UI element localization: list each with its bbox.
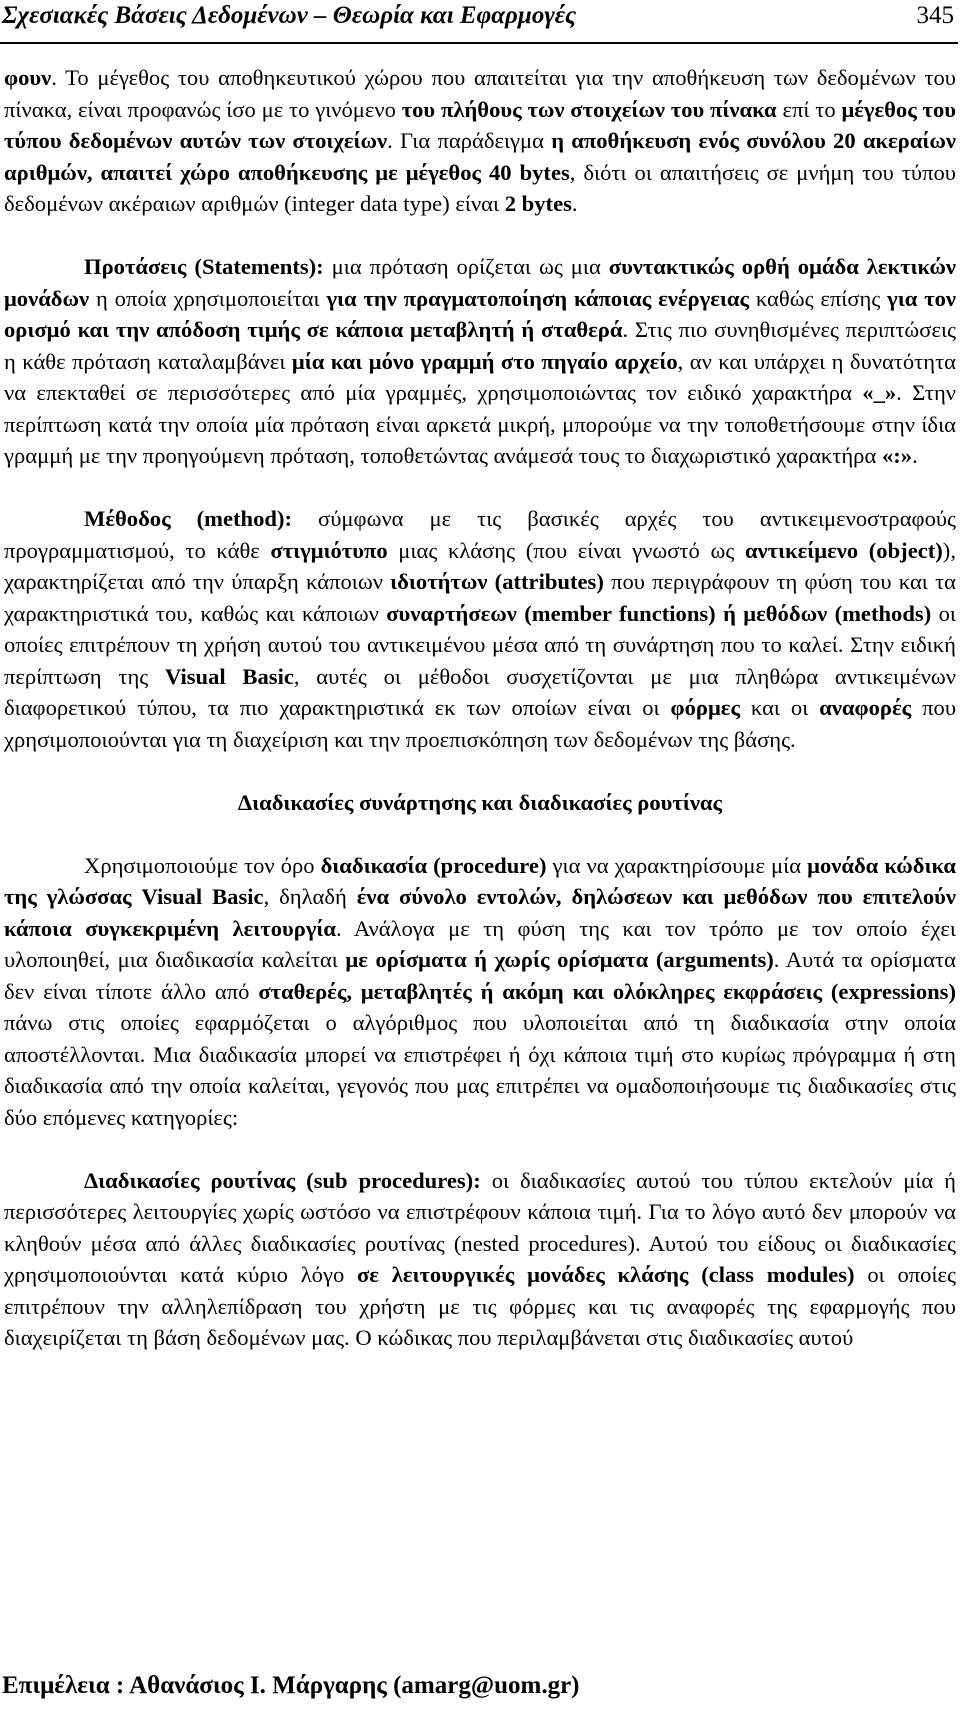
- paragraph-procedure: Χρησιμοποιούμε τον όρο διαδικασία (procedure) για να χαρακτηρίσουμε μία μονάδα κώδικα της γλώσσας Visual Basic, δηλαδή ένα σύνολο εντολών, δηλώσεων και μεθόδων που επιτελούν κάποια συγκεκριμένη λειτουργία. Ανάλογα με τη φύση της και τον τρόπο με τον οποίο έχει υλοποιηθεί, μια διαδικασία καλείται με ορίσματα ή χωρίς ορίσματα (arguments). Αυτά τα ορίσματα δεν είναι τίποτε άλλο από σταθερές, μεταβλητές ή ακόμη και ολόκληρες εκφράσεις (expressions) πάνω στις οποίες εφαρμόζεται ο αλγόριθμος που υλοποιείται από τη διαδικασία στην οποία αποστέλλονται. Μια διαδικασία μπορεί να επιστρέφει ή όχι κάποια τιμή στο κυρίως πρόγραμμα ή στη διαδικασία από την οποία καλείται, γεγονός που μας επιτρέπει να ομαδοποιήσουμε τις διαδικασίες στις δύο επόμενες κατηγορίες:: [4, 852, 956, 1130]
- paragraph-statements: Προτάσεις (Statements): μια πρόταση ορίζεται ως μια συντακτικώς ορθή ομάδα λεκτικών μονάδων η οποία χρησιμοποιείται για την πραγματοποίηση κάποιας ενέργειας καθώς επίσης για τον ορισμό και την απόδοση τιμής σε κάποια μεταβλητή ή σταθερά. Στις πιο συνηθισμένες περιπτώσεις η κάθε πρόταση καταλαμβάνει μία και μόνο γραμμή στο πηγαίο αρχείο, αν και υπάρχει η δυνατότητα να επεκταθεί σε περισσότερες από μία γραμμές, χρησιμοποιώντας τον ειδικό χαρακτήρα «_». Στην περίπτωση κατά την οποία μία πρόταση είναι αρκετά μικρή, μπορούμε να την τοποθετήσουμε στην ίδια γραμμή με την προηγούμενη πρόταση, τοποθετώντας ανάμεσά τους το διαχωριστικό χαρακτήρα «:».: [4, 254, 957, 468]
- body-text: [4, 62, 956, 1354]
- paragraph-method: Μέθοδος (method): σύμφωνα με τις βασικές αρχές του αντικειμενοστραφούς προγραμματισμού, το κάθε στιγμιότυπο μιας κλάσης (που είναι γνωστό ως αντικείμενο (object)), χαρακτηρίζεται από την ύπαρξη κάποιων ιδιοτήτων (attributes) που περιγράφουν τη φύση του και τα χαρακτηριστικά του, καθώς και κάποιων συναρτήσεων (member functions) ή μεθόδων (methods) οι οποίες επιτρέπουν τη χρήση αυτού του αντικειμένου μέσα από τη συνάρτηση που το καλεί. Στην ειδική περίπτωση της Visual Basic, αυτές οι μέθοδοι συσχετίζονται με μια πληθώρα αντικειμένων διαφορετικού τύπου, τα πιο χαρακτηριστικά εκ των οποίων είναι οι φόρμες και οι αναφορές που χρησιμοποιούνται για τη διαχείριση και την προεπισκόπηση των δεδομένων της βάσης.: [4, 506, 956, 752]
- page-footer: Επιμέλεια : Αθανάσιος Ι. Μάργαρης (amarg@uom.gr): [2, 1672, 580, 1699]
- page-number: 345: [916, 2, 954, 29]
- running-title: Σχεσιακές Βάσεις Δεδομένων – Θεωρία και Εφαρμογές: [2, 2, 577, 29]
- paragraph-sub-procedures: Διαδικασίες ρουτίνας (sub procedures): οι διαδικασίες αυτού του τύπου εκτελούν μία ή περισσότερες λειτουργίες χωρίς ωστόσο να επιστρέφουν κάποια τιμή. Για το λόγο αυτό δεν μπορούν να κληθούν μέσα από άλλες διαδικασίες ρουτίνας (nested procedures). Αυτού του είδους οι διαδικασίες χρησιμοποιούνται κατά κύριο λόγο σε λειτουργικές μονάδες κλάσης (class modules) οι οποίες επιτρέπουν την αλληλεπίδραση του χρήστη με τις φόρμες και τις αναφορές της εφαρμογής που διαχειρίζεται τη βάση δεδομένων μας. Ο κώδικας που περιλαμβάνεται στις διαδικασίες αυτού: [4, 1167, 956, 1350]
- paragraph-storage: φουν. Το μέγεθος του αποθηκευτικού χώρου που απαιτείται για την αποθήκευση των δεδομένων του πίνακα, είναι προφανώς ίσο με το γινόμενο του πλήθους των στοιχείων του πίνακα επί το μέγεθος του τύπου δεδομένων αυτών των στοιχείων. Για παράδειγμα η αποθήκευση ενός συνόλου 20 ακεραίων αριθμών, απαιτεί χώρο αποθήκευσης με μέγεθος 40 bytes, διότι οι απαιτήσεις σε μνήμη του τύπου δεδομένων ακέραιων αριθμών (integer data type) είναι 2 bytes.: [4, 65, 956, 216]
- section-heading: Διαδικασίες συνάρτησης και διαδικασίες ρουτίνας: [237, 789, 723, 815]
- page-header: [0, 0, 958, 44]
